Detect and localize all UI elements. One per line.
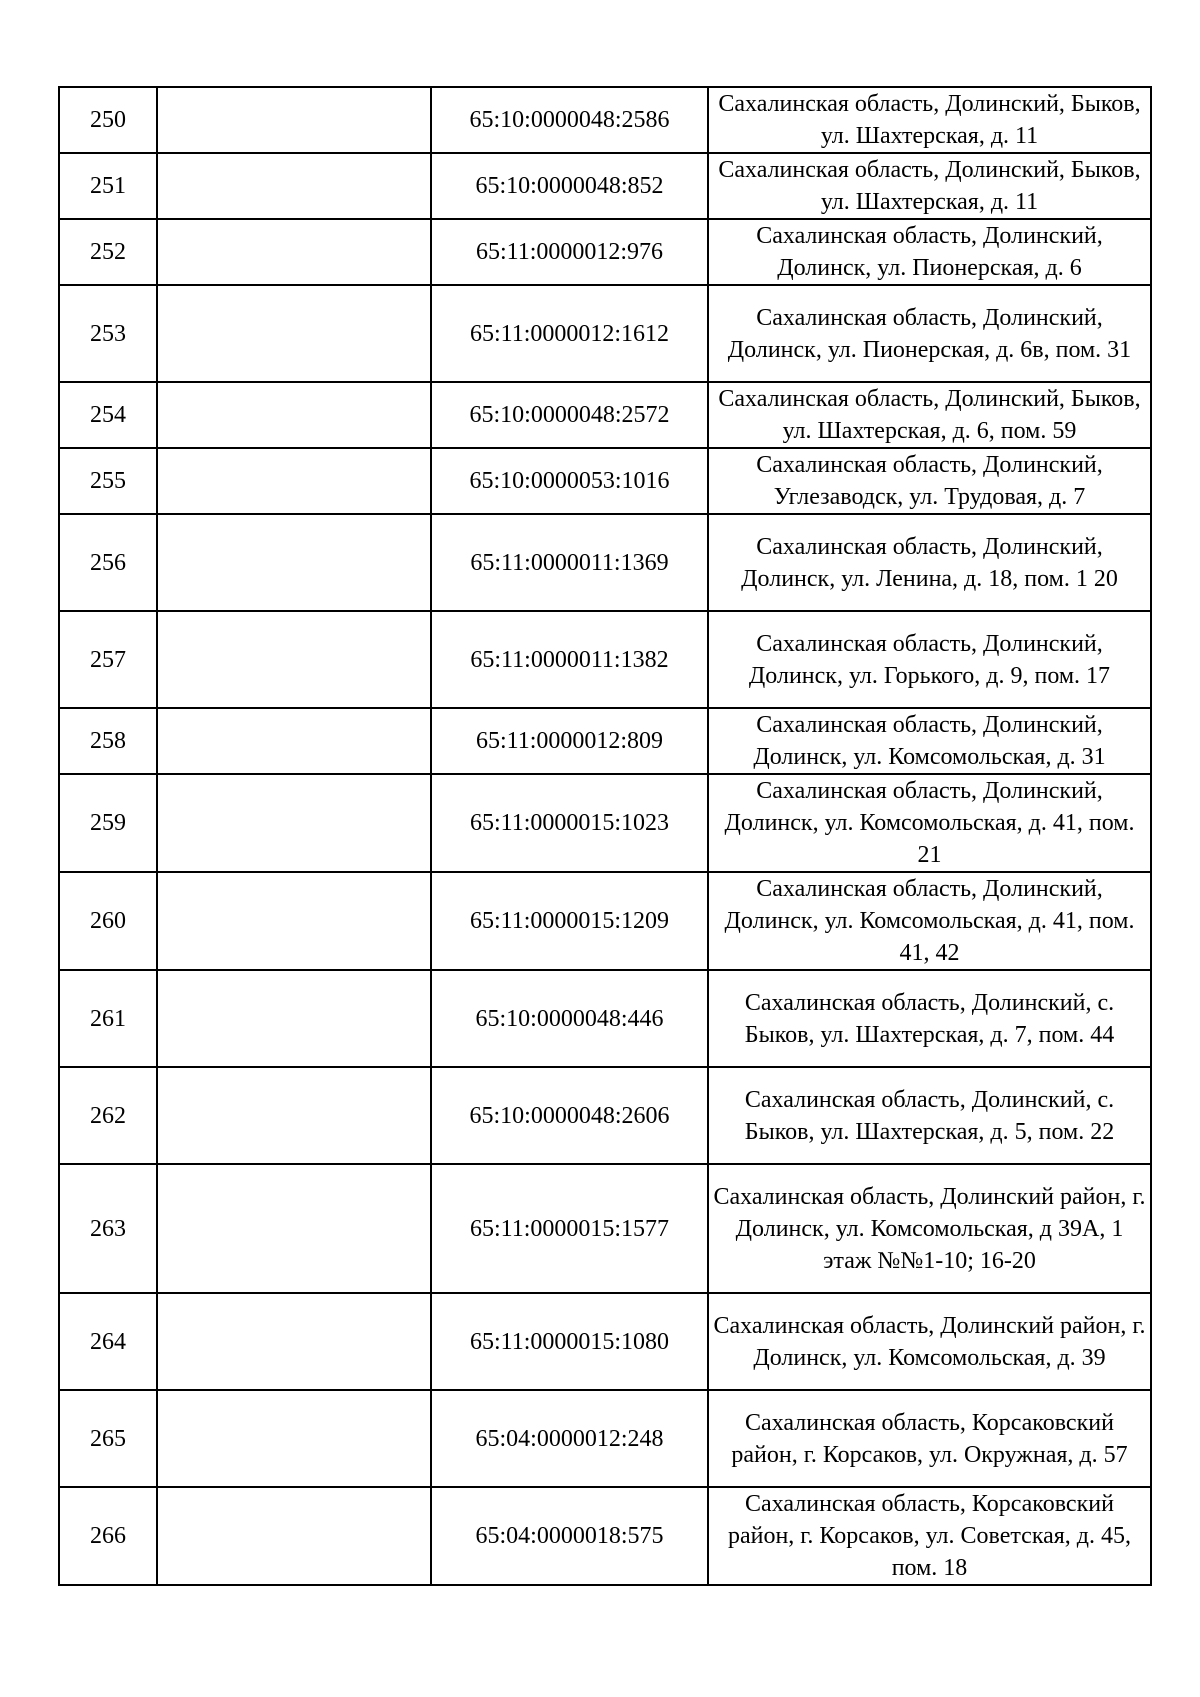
row-number-cell: 250	[59, 87, 157, 153]
address-cell: Сахалинская область, Долинский, Долинск, ул. Пионерская, д. 6	[708, 219, 1151, 285]
table-row	[59, 382, 1151, 448]
object-name-cell	[157, 708, 431, 774]
table-row	[59, 970, 1151, 1067]
address-cell: Сахалинская область, Долинский, с. Быков, ул. Шахтерская, д. 5, пом. 22	[708, 1067, 1151, 1164]
table-row	[59, 514, 1151, 611]
object-name-cell	[157, 970, 431, 1067]
address-cell: Сахалинская область, Корсаковский район, г. Корсаков, ул. Советская, д. 45, пом. 18	[708, 1487, 1151, 1585]
address-cell: Сахалинская область, Долинский район, г. Долинск, ул. Комсомольская, д 39А, 1 этаж №№1-10; 16-20	[708, 1164, 1151, 1293]
object-name-cell	[157, 1390, 431, 1487]
table-row	[59, 872, 1151, 970]
row-number-cell: 261	[59, 970, 157, 1067]
cadastral-number-cell: 65:10:0000053:1016	[431, 448, 708, 514]
address-cell: Сахалинская область, Корсаковский район, г. Корсаков, ул. Окружная, д. 57	[708, 1390, 1151, 1487]
table-row	[59, 153, 1151, 219]
row-number-cell: 257	[59, 611, 157, 708]
row-number-cell: 266	[59, 1487, 157, 1585]
object-name-cell	[157, 611, 431, 708]
cadastral-number-cell: 65:10:0000048:2606	[431, 1067, 708, 1164]
table-row	[59, 611, 1151, 708]
table-row	[59, 774, 1151, 872]
row-number-cell: 251	[59, 153, 157, 219]
object-name-cell	[157, 1164, 431, 1293]
object-name-cell	[157, 872, 431, 970]
row-number-cell: 256	[59, 514, 157, 611]
cadastral-number-cell: 65:11:0000015:1023	[431, 774, 708, 872]
cadastral-number-cell: 65:11:0000015:1577	[431, 1164, 708, 1293]
cadastral-number-cell: 65:11:0000012:1612	[431, 285, 708, 382]
address-cell: Сахалинская область, Долинский, с. Быков, ул. Шахтерская, д. 7, пом. 44	[708, 970, 1151, 1067]
row-number-cell: 264	[59, 1293, 157, 1390]
table-row	[59, 219, 1151, 285]
table-row	[59, 1067, 1151, 1164]
table-row	[59, 1293, 1151, 1390]
cadastral-number-cell: 65:10:0000048:2572	[431, 382, 708, 448]
object-name-cell	[157, 219, 431, 285]
address-cell: Сахалинская область, Долинский, Углезаводск, ул. Трудовая, д. 7	[708, 448, 1151, 514]
row-number-cell: 259	[59, 774, 157, 872]
cadastral-number-cell: 65:11:0000015:1209	[431, 872, 708, 970]
table-row	[59, 87, 1151, 153]
row-number-cell: 252	[59, 219, 157, 285]
cadastral-number-cell: 65:11:0000015:1080	[431, 1293, 708, 1390]
object-name-cell	[157, 1067, 431, 1164]
cadastral-number-cell: 65:10:0000048:2586	[431, 87, 708, 153]
address-cell: Сахалинская область, Долинский, Быков, ул. Шахтерская, д. 6, пом. 59	[708, 382, 1151, 448]
object-name-cell	[157, 285, 431, 382]
row-number-cell: 260	[59, 872, 157, 970]
cadastral-number-cell: 65:11:0000012:976	[431, 219, 708, 285]
table-row	[59, 708, 1151, 774]
cadastral-number-cell: 65:11:0000011:1382	[431, 611, 708, 708]
object-name-cell	[157, 87, 431, 153]
table-row	[59, 285, 1151, 382]
row-number-cell: 253	[59, 285, 157, 382]
address-cell: Сахалинская область, Долинский, Долинск, ул. Ленина, д. 18, пом. 1 20	[708, 514, 1151, 611]
cadastral-number-cell: 65:04:0000018:575	[431, 1487, 708, 1585]
row-number-cell: 265	[59, 1390, 157, 1487]
object-name-cell	[157, 774, 431, 872]
property-registry-table	[58, 86, 1152, 1586]
cadastral-number-cell: 65:11:0000012:809	[431, 708, 708, 774]
address-cell: Сахалинская область, Долинский, Быков, ул. Шахтерская, д. 11	[708, 87, 1151, 153]
table-row	[59, 1164, 1151, 1293]
address-cell: Сахалинская область, Долинский, Быков, ул. Шахтерская, д. 11	[708, 153, 1151, 219]
table-row	[59, 1487, 1151, 1585]
object-name-cell	[157, 1293, 431, 1390]
row-number-cell: 254	[59, 382, 157, 448]
table-row	[59, 1390, 1151, 1487]
cadastral-number-cell: 65:04:0000012:248	[431, 1390, 708, 1487]
object-name-cell	[157, 153, 431, 219]
address-cell: Сахалинская область, Долинский, Долинск, ул. Горького, д. 9, пом. 17	[708, 611, 1151, 708]
table-row	[59, 448, 1151, 514]
row-number-cell: 255	[59, 448, 157, 514]
address-cell: Сахалинская область, Долинский район, г. Долинск, ул. Комсомольская, д. 39	[708, 1293, 1151, 1390]
row-number-cell: 258	[59, 708, 157, 774]
cadastral-number-cell: 65:11:0000011:1369	[431, 514, 708, 611]
cadastral-number-cell: 65:10:0000048:446	[431, 970, 708, 1067]
table-body	[59, 87, 1151, 1585]
address-cell: Сахалинская область, Долинский, Долинск, ул. Комсомольская, д. 41, пом. 21	[708, 774, 1151, 872]
cadastral-number-cell: 65:10:0000048:852	[431, 153, 708, 219]
object-name-cell	[157, 382, 431, 448]
object-name-cell	[157, 1487, 431, 1585]
address-cell: Сахалинская область, Долинский, Долинск, ул. Комсомольская, д. 31	[708, 708, 1151, 774]
row-number-cell: 263	[59, 1164, 157, 1293]
address-cell: Сахалинская область, Долинский, Долинск, ул. Пионерская, д. 6в, пом. 31	[708, 285, 1151, 382]
object-name-cell	[157, 448, 431, 514]
object-name-cell	[157, 514, 431, 611]
address-cell: Сахалинская область, Долинский, Долинск, ул. Комсомольская, д. 41, пом. 41, 42	[708, 872, 1151, 970]
row-number-cell: 262	[59, 1067, 157, 1164]
